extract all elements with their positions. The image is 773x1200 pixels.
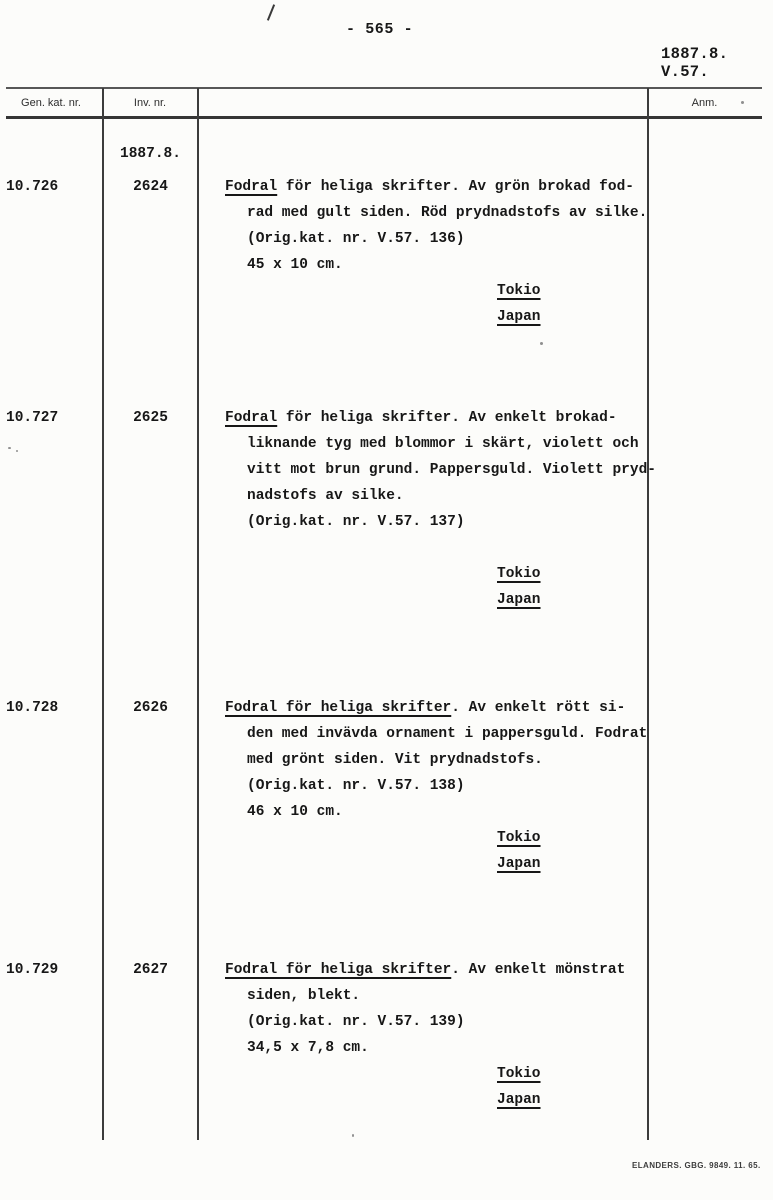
description-line: liknande tyg med blommor i skärt, violett och [247, 436, 639, 452]
description-line: siden, blekt. [247, 988, 361, 1004]
scan-speck [16, 450, 18, 452]
description-line: nadstofs av silke. [247, 488, 404, 504]
gen-kat-nr: 10.728 [6, 700, 59, 716]
inv-nr: 2625 [133, 410, 168, 426]
inv-nr: 2627 [133, 962, 168, 978]
scan-speck [352, 1134, 354, 1137]
description-line: vitt mot brun grund. Pappersguld. Violett pryd- [247, 462, 656, 478]
description-line: 34,5 x 7,8 cm. [247, 1040, 369, 1056]
blank-line [225, 535, 665, 561]
description-line: Fodral för heliga skrifter. Av enkelt brokad- [225, 410, 617, 426]
inventory-year-heading: 1887.8. [120, 146, 181, 162]
reference-volume: V.57. [661, 63, 710, 81]
reference-year: 1887.8. [661, 45, 729, 63]
description-line: med grönt siden. Vit prydnadstofs. [247, 752, 543, 768]
description-line: Fodral för heliga skrifter. Av grön brokad fod- [225, 179, 634, 195]
pen-mark [267, 4, 275, 21]
place-name: Japan [497, 309, 541, 325]
column-header-inv-nr: Inv. nr. [133, 97, 167, 109]
place-name: Tokio [497, 1066, 541, 1082]
place-name: Tokio [497, 566, 541, 582]
place-name: Tokio [497, 830, 541, 846]
inv-nr: 2626 [133, 700, 168, 716]
description-line: (Orig.kat. nr. V.57. 139) [247, 1014, 465, 1030]
scan-speck [8, 447, 11, 449]
description-line: 45 x 10 cm. [247, 257, 343, 273]
gen-kat-nr: 10.727 [6, 410, 59, 426]
description-line: Fodral för heliga skrifter. Av enkelt mönstrat [225, 962, 626, 978]
place-name: Tokio [497, 283, 541, 299]
entry-description [225, 957, 665, 1113]
place-name: Japan [497, 592, 541, 608]
description-line: den med invävda ornament i pappersguld. Fodrat [247, 726, 648, 742]
place-name: Japan [497, 856, 541, 872]
column-header-gen-kat-nr: Gen. kat. nr. [21, 97, 81, 109]
place-name: Japan [497, 1092, 541, 1108]
inv-nr: 2624 [133, 179, 168, 195]
description-line: 46 x 10 cm. [247, 804, 343, 820]
scan-speck [540, 342, 543, 345]
printer-mark: ELANDERS. GBG. 9849. 11. 65. [632, 1161, 761, 1170]
gen-kat-nr: 10.729 [6, 962, 59, 978]
catalog-reference [661, 45, 728, 81]
description-line: (Orig.kat. nr. V.57. 137) [247, 514, 465, 530]
entry-description [225, 695, 665, 877]
description-line: (Orig.kat. nr. V.57. 138) [247, 778, 465, 794]
description-line: rad med gult siden. Röd prydnadstofs av silke. [247, 205, 648, 221]
entry-description [225, 174, 665, 330]
entry-description [225, 405, 665, 613]
page-number: - 565 - [346, 21, 414, 38]
description-line: Fodral för heliga skrifter. Av enkelt rött si- [225, 700, 626, 716]
column-header-anm: Anm. [691, 97, 718, 109]
description-line: (Orig.kat. nr. V.57. 136) [247, 231, 465, 247]
gen-kat-nr: 10.726 [6, 179, 59, 195]
